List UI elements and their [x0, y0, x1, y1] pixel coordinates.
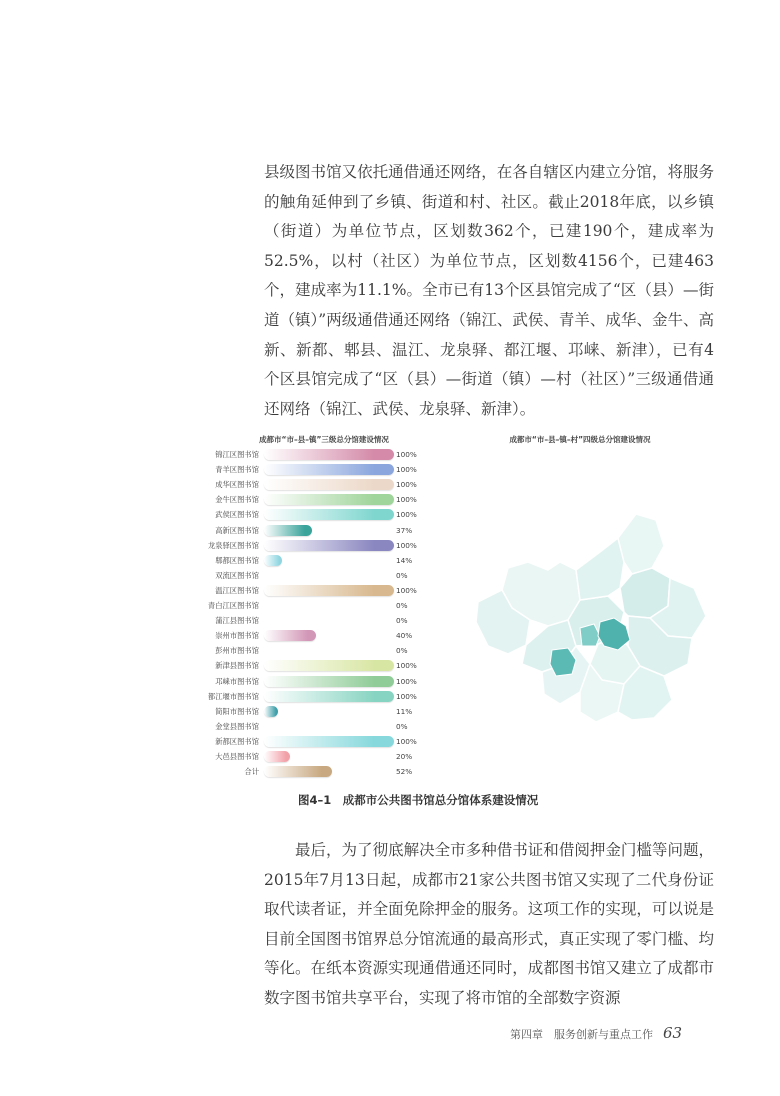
chapter-title: 第四章 服务创新与重点工作: [510, 1028, 653, 1041]
bar-value-label: 0%: [396, 721, 408, 731]
bar-row: [190, 613, 440, 628]
bar-value-label: 100%: [396, 661, 417, 671]
bar-value-label: 40%: [396, 631, 413, 641]
bar: [264, 525, 312, 536]
bar-value-label: 37%: [396, 525, 413, 535]
bar-row: [190, 538, 440, 553]
bar: [264, 751, 290, 762]
bar-category-label: 合计: [244, 767, 259, 777]
bar-category-label: 青白江区图书馆: [207, 601, 259, 610]
bar-category-label: 武侯区图书馆: [215, 510, 259, 520]
map-region: [618, 514, 664, 574]
bar-row: [190, 462, 440, 477]
bar-value-label: 0%: [396, 601, 408, 610]
bar-category-label: 青羊区图书馆: [215, 465, 259, 475]
bar-value-label: 100%: [396, 495, 417, 505]
body-paragraph-1: 县级图书馆又依托通借通还网络，在各自辖区内建立分馆，将服务的触角延伸到了乡镇、街道和村、社区。截止2018年底，以乡镇（街道）为单位节点，区划数362个，已建190个，建成率为52.5%，以村（社区）为单位节点，区划数4156个，已建463个，建成率为11.1%。全市已有13个区县馆完成了“区（县）—街道（镇）”两级通借通还网络（锦江、武侯、青羊、成华、金牛、高新、新都、郫县、温江、龙泉驿、都江堰、邛崃、新津），已有4个区县馆完成了“区（县）—街道（镇）—村（社区）”三级通借通还网络（锦江、武侯、龙泉驿、新津）。: [264, 163, 714, 418]
bar-category-label: 双流区图书馆: [215, 570, 259, 580]
bar-value-label: 100%: [396, 736, 417, 746]
bar-value-label: 20%: [396, 752, 413, 761]
bar-row: [190, 523, 440, 538]
bar-value-label: 52%: [396, 767, 413, 777]
bar-category-label: 彭州市图书馆: [215, 646, 259, 656]
bar-category-label: 锦江区图书馆: [215, 450, 259, 459]
bar: [264, 509, 394, 520]
bar-category-label: 温江区图书馆: [215, 585, 259, 595]
bar-value-label: 100%: [396, 691, 417, 701]
map-title: 成都市“市–县–镇–村”四级总分馆建设情况: [509, 435, 651, 444]
bar-row: [190, 643, 440, 658]
bar-value-label: 0%: [396, 646, 408, 656]
bar-category-label: 大邑县图书馆: [215, 752, 259, 761]
bar-row: [190, 734, 440, 749]
bar-value-label: 0%: [396, 616, 408, 626]
bar-category-label: 邛崃市图书馆: [215, 676, 259, 686]
bar-row: [190, 749, 440, 764]
bar-category-label: 金牛区图书馆: [215, 495, 259, 505]
bar: [264, 766, 332, 777]
bar-value-label: 100%: [396, 585, 417, 595]
bar-category-label: 简阳市图书馆: [215, 706, 259, 716]
bar-chart: [190, 430, 440, 785]
bar: [264, 540, 394, 551]
bar-row: [190, 689, 440, 704]
bar-category-label: 高新区图书馆: [215, 525, 259, 535]
bar-row: [190, 568, 440, 583]
bar-value-label: 11%: [396, 706, 413, 716]
bar-category-label: 郫都区图书馆: [215, 555, 259, 565]
bar-value-label: 100%: [396, 450, 417, 459]
bar-value-label: 100%: [396, 540, 417, 550]
bar-category-label: 成华区图书馆: [215, 480, 259, 490]
bar-row: [190, 477, 440, 492]
bar-category-label: 金堂县图书馆: [215, 721, 259, 731]
bar: [264, 494, 394, 505]
bar-row: [190, 507, 440, 522]
body-paragraph-2: 最后，为了彻底解决全市多种借书证和借阅押金门槛等问题，2015年7月13日起，成都市21家公共图书馆又实现了二代身份证取代读者证，并全面免除押金的服务。这项工作的实现，可以说是目前全国图书馆界总分馆流通的最高形式，真正实现了零门槛、均等化。在纸本资源实现通借通还同时，成都图书馆又建立了成都市数字图书馆共享平台，实现了将市馆的全部数字资源: [264, 841, 714, 1007]
bar-category-label: 龙泉驿区图书馆: [207, 540, 259, 550]
bar-row: [190, 704, 440, 719]
bar-row: [190, 492, 440, 507]
bar-category-label: 新都区图书馆: [215, 736, 259, 746]
bar: [264, 660, 394, 671]
bar-category-label: 都江堰市图书馆: [207, 691, 259, 701]
bar-value-label: 100%: [396, 465, 417, 475]
bar-row: [190, 764, 440, 779]
bar-value-label: 100%: [396, 480, 417, 490]
bar: [264, 706, 278, 717]
bar: [264, 479, 394, 490]
bar-row: [190, 674, 440, 689]
bar-row: [190, 583, 440, 598]
bar-value-label: 100%: [396, 510, 417, 520]
bar: [264, 555, 282, 566]
bar-category-label: 蒲江县图书馆: [215, 616, 259, 626]
bar: [264, 691, 394, 702]
bar-row: [190, 553, 440, 568]
bar-value-label: 14%: [396, 555, 413, 565]
map-region: [576, 538, 624, 600]
bar-chart-title: 成都市“市–县–镇”三级总分馆建设情况: [259, 435, 389, 444]
figure-caption: 图4–1 成都市公共图书馆总分馆体系建设情况: [298, 793, 539, 807]
bar: [264, 736, 394, 747]
bar: [264, 676, 394, 687]
bar-row: [190, 628, 440, 643]
bar: [264, 630, 316, 641]
chengdu-map: [468, 450, 718, 730]
bar-row: [190, 598, 440, 613]
bar-value-label: 0%: [396, 570, 408, 580]
page-footer: [510, 1024, 682, 1042]
bar-row: [190, 658, 440, 673]
bar: [264, 449, 394, 460]
bar-row: [190, 719, 440, 734]
map-regions: [476, 514, 706, 722]
bar: [264, 585, 394, 596]
page-number: 63: [663, 1024, 683, 1042]
bar: [264, 464, 394, 475]
bar-category-label: 新津县图书馆: [215, 661, 259, 671]
bar-row: [190, 447, 440, 462]
bar-category-label: 崇州市图书馆: [215, 631, 259, 641]
bar-value-label: 100%: [396, 676, 417, 686]
